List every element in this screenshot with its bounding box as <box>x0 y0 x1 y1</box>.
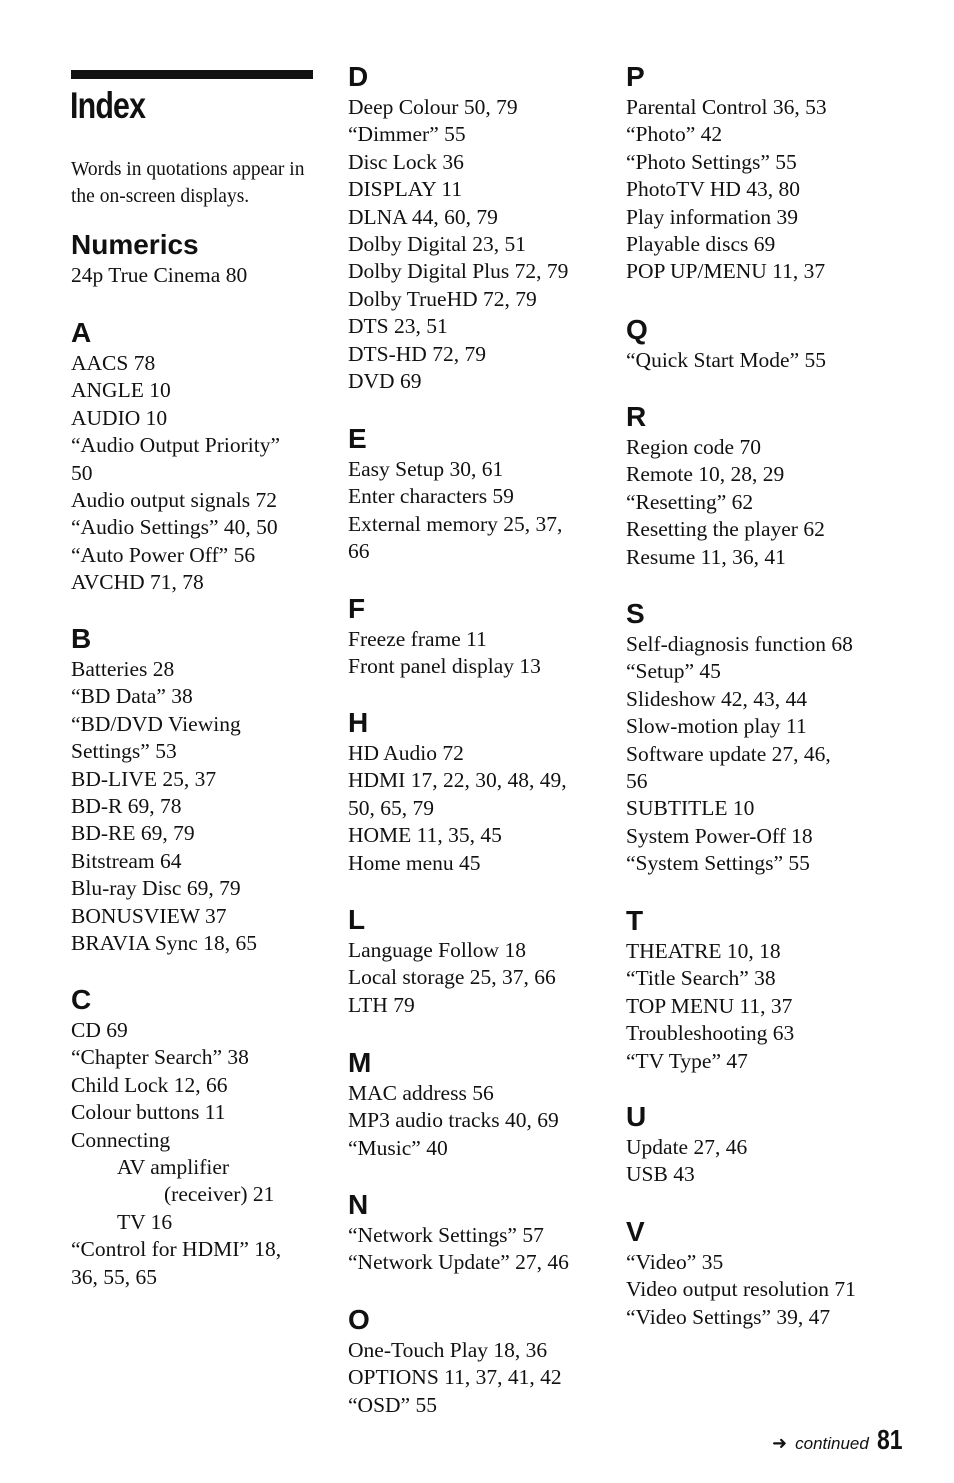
section-letter-heading: T <box>626 905 644 936</box>
page-title: Index <box>70 85 146 126</box>
index-entry: HOME 11, 35, 45 <box>348 823 502 848</box>
index-entry: Troubleshooting 63 <box>626 1021 795 1046</box>
index-entry: Connecting <box>71 1127 171 1152</box>
section-letter-heading: H <box>348 707 369 738</box>
index-entry: “Control for HDMI” 18, <box>71 1237 282 1262</box>
index-entry: Freeze frame 11 <box>348 627 487 651</box>
section-letter-heading: C <box>71 984 92 1015</box>
index-entry: Easy Setup 30, 61 <box>348 457 504 481</box>
index-entry: AVCHD 71, 78 <box>71 570 204 595</box>
index-entry: External memory 25, 37, <box>348 511 563 536</box>
index-entry: One-Touch Play 18, 36 <box>348 1338 548 1362</box>
entry-list <box>348 1222 569 1277</box>
index-section <box>348 706 567 877</box>
index-entry: Video output resolution 71 <box>626 1277 856 1302</box>
entry-list <box>348 740 567 877</box>
index-entry: “Dimmer” 55 <box>348 122 466 147</box>
index-entry: CD 69 <box>71 1018 128 1042</box>
section-letter-heading: F <box>348 593 366 624</box>
index-entry: Resume 11, 36, 41 <box>626 544 786 569</box>
index-entry: USB 43 <box>626 1162 695 1187</box>
index-section <box>348 903 556 1019</box>
index-entry: Child Lock 12, 66 <box>71 1072 228 1097</box>
index-entry: 66 <box>348 539 370 564</box>
entry-list <box>626 94 827 286</box>
index-entry: Local storage 25, 37, 66 <box>348 965 556 990</box>
index-entry: “Quick Start Mode” 55 <box>626 348 827 372</box>
index-entry: THEATRE 10, 18 <box>626 939 781 963</box>
index-entry: “BD/DVD Viewing <box>71 711 241 736</box>
section-letter-heading: A <box>71 317 92 348</box>
entry-list <box>626 1134 747 1189</box>
index-entry: BD-LIVE 25, 37 <box>71 766 217 791</box>
index-entry: POP UP/MENU 11, 37 <box>626 259 826 284</box>
index-section <box>348 1303 562 1419</box>
index-entry: “Photo” 42 <box>626 122 723 147</box>
index-entry: “Chapter Search” 38 <box>71 1045 249 1070</box>
index-section <box>348 60 568 395</box>
index-entry: Audio output signals 72 <box>71 488 278 513</box>
index-entry: BD-R 69, 78 <box>71 794 182 819</box>
entry-list <box>626 434 825 571</box>
index-entry: LTH 79 <box>348 992 415 1017</box>
section-letter-heading: L <box>348 904 366 935</box>
index-entry: OPTIONS 11, 37, 41, 42 <box>348 1365 562 1390</box>
entry-list <box>71 656 257 957</box>
section-letter-heading: N <box>348 1189 369 1220</box>
index-entry: 50, 65, 79 <box>348 795 434 820</box>
index-entry: 50 <box>71 460 93 485</box>
index-section <box>348 422 562 566</box>
index-entry: Remote 10, 28, 29 <box>626 462 785 487</box>
index-section <box>71 983 281 1291</box>
index-section <box>348 592 541 681</box>
continued-arrow-icon: ➜ <box>772 1433 788 1454</box>
entry-list <box>348 937 556 1019</box>
page-number: 81 <box>876 1424 903 1455</box>
index-section <box>71 316 280 597</box>
index-entry: “System Settings” 55 <box>626 851 810 876</box>
section-letter-heading: S <box>626 598 645 629</box>
index-entry: “BD Data” 38 <box>71 684 193 709</box>
index-entry: System Power-Off 18 <box>626 823 813 848</box>
index-entry: “Video Settings” 39, 47 <box>626 1304 831 1329</box>
index-entry: Dolby TrueHD 72, 79 <box>348 286 537 311</box>
entry-list <box>348 1337 562 1419</box>
index-entry: Blu-ray Disc 69, 79 <box>71 876 241 901</box>
index-entry: HD Audio 72 <box>348 741 464 765</box>
index-entry: MP3 audio tracks 40, 69 <box>348 1108 559 1133</box>
index-entry: 24p True Cinema 80 <box>71 263 248 287</box>
index-section <box>71 228 247 289</box>
index-subentry: AV amplifier <box>117 1155 230 1180</box>
index-entry: “Setup” 45 <box>626 659 721 684</box>
entry-list <box>626 938 794 1075</box>
entry-list <box>71 262 247 289</box>
section-letter-heading: Q <box>626 314 648 345</box>
section-letter-heading: E <box>348 423 367 454</box>
index-entry: Batteries 28 <box>71 657 175 681</box>
index-entry: BONUSVIEW 37 <box>71 903 227 928</box>
index-entry: Enter characters 59 <box>348 484 514 509</box>
index-entry: Slideshow 42, 43, 44 <box>626 686 807 711</box>
index-entry: DTS-HD 72, 79 <box>348 341 486 366</box>
index-entry: “Video” 35 <box>626 1250 724 1274</box>
index-entry: MAC address 56 <box>348 1081 494 1105</box>
entry-list <box>71 350 280 597</box>
index-entry: BD-RE 69, 79 <box>71 821 195 846</box>
index-section <box>348 1046 559 1162</box>
index-entry: “Photo Settings” 55 <box>626 149 797 174</box>
index-entry: “Auto Power Off” 56 <box>71 542 256 567</box>
index-section <box>626 400 825 571</box>
entry-list <box>348 1080 559 1162</box>
index-entry: Update 27, 46 <box>626 1135 748 1159</box>
index-entry: 56 <box>626 769 648 794</box>
entry-list <box>626 347 826 374</box>
index-subentry: TV 16 <box>117 1209 173 1234</box>
index-entry: Resetting the player 62 <box>626 517 825 542</box>
index-section <box>348 1188 569 1277</box>
index-entry: BRAVIA Sync 18, 65 <box>71 931 257 956</box>
index-entry: TOP MENU 11, 37 <box>626 993 793 1018</box>
intro-text: Words in quotations appear in the on-screen displays. <box>71 159 305 207</box>
index-entry: “OSD” 55 <box>348 1392 437 1417</box>
index-entry: Self-diagnosis function 68 <box>626 632 853 656</box>
index-entry: “Network Update” 27, 46 <box>348 1250 569 1275</box>
section-letter-heading: R <box>626 401 647 432</box>
title-rule <box>71 70 313 79</box>
index-entry: “Network Settings” 57 <box>348 1223 544 1247</box>
index-entry: Dolby Digital Plus 72, 79 <box>348 259 569 284</box>
section-letter-heading: P <box>626 61 645 92</box>
index-section <box>626 1215 856 1331</box>
section-letter-heading: O <box>348 1304 370 1335</box>
index-entry: DISPLAY 11 <box>348 177 463 202</box>
index-entry: Bitstream 64 <box>71 848 182 873</box>
index-entry: Play information 39 <box>626 204 798 229</box>
index-entry: “Audio Settings” 40, 50 <box>71 515 278 540</box>
index-entry: Slow-motion play 11 <box>626 714 807 739</box>
index-entry: PhotoTV HD 43, 80 <box>626 177 801 202</box>
entry-list <box>348 626 541 681</box>
index-section <box>626 313 826 374</box>
index-section <box>626 904 794 1075</box>
section-letter-heading: D <box>348 61 369 92</box>
index-entry: Home menu 45 <box>348 850 481 875</box>
index-entry: AUDIO 10 <box>71 405 168 430</box>
index-entry: SUBTITLE 10 <box>626 796 755 821</box>
section-letter-heading: M <box>348 1047 372 1078</box>
entry-list <box>626 1249 856 1331</box>
entry-list <box>348 94 568 395</box>
index-entry: Settings” 53 <box>71 739 177 764</box>
index-entry: “Title Search” 38 <box>626 966 776 991</box>
index-entry: “Music” 40 <box>348 1135 448 1160</box>
section-letter-heading: B <box>71 623 92 654</box>
entry-list <box>348 456 562 566</box>
index-entry: Software update 27, 46, <box>626 741 831 766</box>
index-entry: DTS 23, 51 <box>348 314 448 339</box>
index-entry: Colour buttons 11 <box>71 1100 226 1125</box>
section-letter-heading: V <box>626 1216 645 1247</box>
index-entry: “Resetting” 62 <box>626 489 754 514</box>
index-entry: “Audio Output Priority” <box>71 433 281 458</box>
page-footer <box>772 1424 908 1456</box>
entry-list <box>71 1017 281 1291</box>
index-entry: DLNA 44, 60, 79 <box>348 204 498 229</box>
section-letter-heading: Numerics <box>71 229 199 260</box>
index-entry: Disc Lock 36 <box>348 149 464 174</box>
index-entry: Playable discs 69 <box>626 232 776 257</box>
index-entry: HDMI 17, 22, 30, 48, 49, <box>348 768 567 793</box>
index-entry: 36, 55, 65 <box>71 1264 157 1289</box>
index-subentry: (receiver) 21 <box>164 1182 275 1207</box>
index-entry: Language Follow 18 <box>348 938 526 962</box>
entry-list <box>626 631 853 878</box>
index-section <box>626 1100 747 1189</box>
index-entry: Dolby Digital 23, 51 <box>348 232 526 257</box>
index-section <box>71 622 257 957</box>
index-entry: Parental Control 36, 53 <box>626 95 827 119</box>
index-entry: DVD 69 <box>348 369 422 394</box>
index-entry: ANGLE 10 <box>71 378 171 403</box>
index-entry: Deep Colour 50, 79 <box>348 95 518 119</box>
index-section <box>626 60 827 286</box>
index-entry: AACS 78 <box>71 351 156 375</box>
index-entry: Front panel display 13 <box>348 654 541 679</box>
index-entry: Region code 70 <box>626 435 761 459</box>
index-entry: “TV Type” 47 <box>626 1048 748 1073</box>
index-section <box>626 597 853 878</box>
section-letter-heading: U <box>626 1101 647 1132</box>
continued-label: continued <box>795 1434 869 1453</box>
